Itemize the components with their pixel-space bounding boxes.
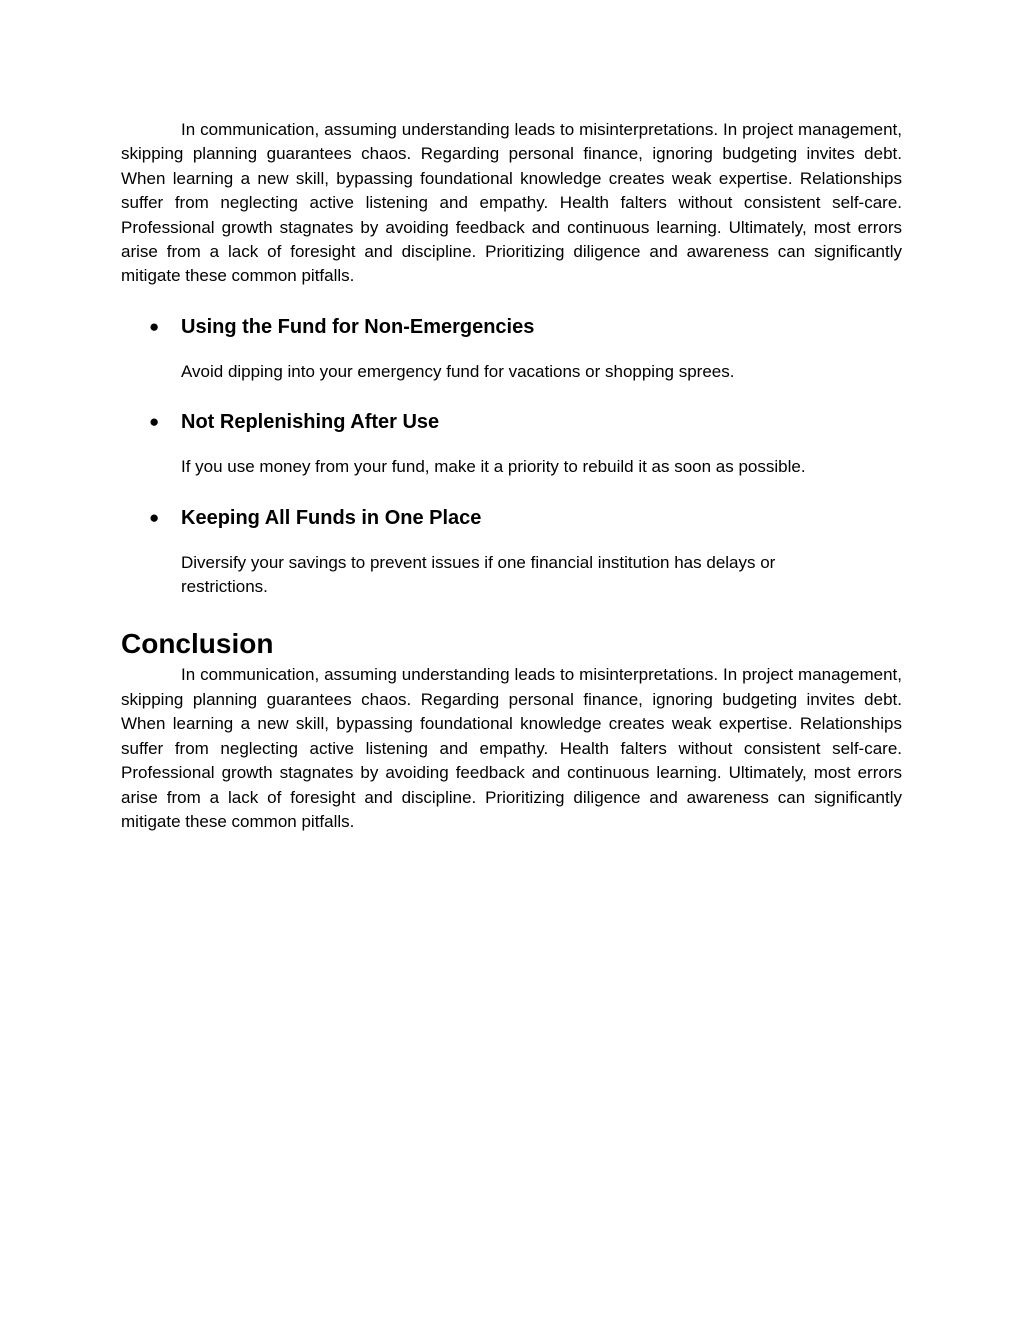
list-item-description: If you use money from your fund, make it a priority to rebuild it as soon as possible. xyxy=(181,457,806,477)
bullet-icon: ● xyxy=(149,507,160,527)
bullet-icon: ● xyxy=(149,412,160,432)
conclusion-paragraph: In communication, assuming understanding leads to misinterpretations. In project management, skipping planning guarantees chaos. Regarding personal finance, ignoring budgeting invites debt. When learning a new skill, bypassing foundational knowledge creates weak expertise. Relationships suffer from neglecting active listening and empathy. Health falters without consistent self-care. Professional growth stagnates by avoiding feedback and continuous learning. Ultimately, most errors arise from a lack of foresight and discipline. Prioritizing diligence and awareness can significantly mitigate these common pitfalls. xyxy=(121,665,902,831)
list-item-title: Keeping All Funds in One Place xyxy=(181,506,482,529)
list-item xyxy=(121,505,902,600)
list-item-title: Not Replenishing After Use xyxy=(181,411,440,434)
list-item-title: Using the Fund for Non-Emergencies xyxy=(181,315,535,338)
list-item-description: Avoid dipping into your emergency fund for vacations or shopping sprees. xyxy=(181,361,735,381)
mistakes-list xyxy=(121,314,902,600)
document-page xyxy=(121,118,902,834)
list-item xyxy=(121,409,902,479)
conclusion-heading: Conclusion xyxy=(121,628,274,660)
list-item xyxy=(121,314,902,384)
bullet-icon: ● xyxy=(149,316,160,336)
list-item-description: Diversify your savings to prevent issues if one financial institution has delays or restrictions. xyxy=(181,552,776,597)
intro-paragraph: In communication, assuming understanding leads to misinterpretations. In project management, skipping planning guarantees chaos. Regarding personal finance, ignoring budgeting invites debt. When learning a new skill, bypassing foundational knowledge creates weak expertise. Relationships suffer from neglecting active listening and empathy. Health falters without consistent self-care. Professional growth stagnates by avoiding feedback and continuous learning. Ultimately, most errors arise from a lack of foresight and discipline. Prioritizing diligence and awareness can significantly mitigate these common pitfalls. xyxy=(121,120,902,286)
